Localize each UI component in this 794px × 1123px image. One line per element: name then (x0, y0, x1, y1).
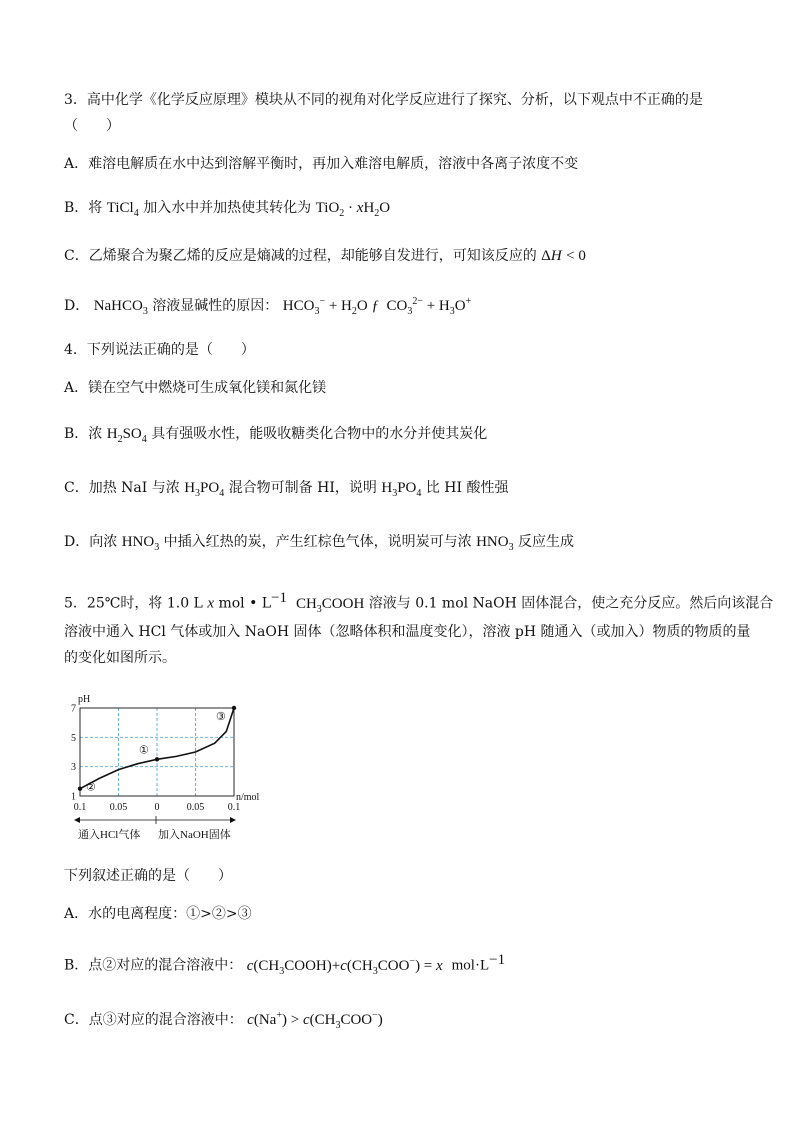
q4-b-prefix: B．浓 (64, 426, 103, 442)
chart-grid (80, 708, 234, 796)
tio2-formula: $TiO_2 \cdot xH_2O$ (315, 200, 391, 219)
h3po4-formula: $H_3PO_4$ (184, 480, 225, 499)
q3-option-b (64, 198, 390, 224)
y-tick-label: 3 (71, 762, 76, 774)
q4-option-b (64, 424, 487, 450)
q4-option-a: A．镁在空气中燃烧可生成氧化镁和氮化镁 (64, 380, 327, 396)
point-label: ② (86, 781, 96, 794)
q5-line1-prefix: 5．25℃时，将 1.0 L (64, 595, 203, 612)
q5-line2: 溶液中通入 HCl 气体或加入 NaOH 固体（忽略体积和温度变化），溶液 pH 随通入（或加入）物质的物质的量 (64, 624, 751, 640)
marked-point (232, 706, 236, 710)
q5-ask: 下列叙述正确的是（ ） (64, 868, 232, 884)
q3-d-mid: 溶液显碱性的原因： (152, 298, 279, 314)
q3-b-prefix: B．将 (64, 200, 103, 216)
left-caption: 通入HCl气体 (78, 829, 141, 841)
marked-point (155, 757, 159, 761)
q4-c-prefix: C．加热 NaI 与浓 (64, 480, 180, 496)
y-tick-label: 1 (71, 791, 76, 803)
q3-b-mid: 加入水中并加热使其转化为 (143, 200, 312, 216)
q4-option-d (64, 532, 574, 558)
q4-stem: 4．下列说法正确的是（ ） (64, 342, 255, 358)
x-tick-label: 0.05 (186, 802, 205, 813)
q3-stem: 3．高中化学《化学反应原理》模块从不同的视角对化学反应进行了探究、分析，以下观点中不正确的是 (64, 92, 703, 108)
hno3-formula-2: $HNO_3$ (476, 534, 514, 553)
q3-paren: （ ） (64, 118, 120, 134)
q5-line3: 的变化如图所示。 (64, 650, 176, 666)
point-label: ③ (216, 711, 226, 723)
q3-option-c (64, 246, 586, 266)
q3-c-tail: < 0 (566, 248, 586, 264)
q5-option-b: B．点②对应的混合溶液中： $c(CH_3COOH)+c(CH_3COO^-) = x$ $mol\cdot L^{-1}$ (64, 952, 506, 977)
q5-option-a: A．水的电离程度：①>②>③ (64, 906, 252, 922)
y-tick-label: 5 (71, 732, 76, 744)
point-label: ① (139, 744, 149, 757)
caption-arrow-right (230, 817, 236, 823)
hno3-formula: $HNO_3$ (121, 534, 160, 553)
caption-arrow-left (74, 817, 80, 823)
y-tick-label: 7 (71, 703, 76, 715)
ion-comparison-expression: $c(Na^+) > c(CH_3COO^-)$ (247, 1010, 383, 1031)
right-caption: 加入NaOH固体 (158, 829, 231, 841)
h2so4-formula: $H_2SO_4$ (106, 426, 147, 445)
x-tick-label: 0 (154, 802, 160, 813)
h3po4-formula-2: $H_3PO_4$ (381, 480, 422, 499)
x-variable: x (207, 595, 214, 612)
q5-c-prefix: C．点③对应的混合溶液中： (64, 1012, 243, 1028)
q4-d-suffix: 反应生成 (518, 534, 575, 550)
mass-balance-expression: $c(CH_3COOH)+c(CH_3COO^-) = x$ (246, 955, 443, 977)
nahco3-formula: NaHCO$_3$ (93, 298, 148, 317)
q3-d-prefix: D． (64, 298, 90, 314)
ph-chart (64, 686, 274, 846)
q5-line1-unit: mol • L (218, 595, 272, 612)
plot-frame (80, 708, 234, 796)
ticl4-formula: TiCl$_4$ (106, 200, 139, 219)
q5-option-c (64, 1006, 383, 1036)
chart-axes (80, 708, 234, 796)
q5-line1: 5．25℃时，将 1.0 L x mol • $L^{-1}$ $CH_3COOH$ 溶液与 0.1 mol NaOH 固体混合，使之充分反应。然后向该混合 (64, 590, 774, 615)
q3-option-a: A．难溶电解质在水中达到溶解平衡时，再加入难溶电解质，溶液中各离子浓度不变 (64, 156, 579, 172)
q4-d-prefix: D．向浓 (64, 534, 118, 550)
q4-d-mid: 中插入红热的炭，产生红棕色气体，说明炭可与浓 (163, 534, 472, 550)
ch3cooh-formula: $CH_3COOH$ (295, 595, 365, 615)
y-axis-label: pH (78, 694, 91, 705)
q4-c-suffix: 比 HI 酸性强 (425, 480, 509, 496)
q3-c-text: C．乙烯聚合为聚乙烯的反应是熵减的过程，却能够自发进行，可知该反应的 (64, 248, 537, 264)
q4-c-mid: 混合物可制备 HI，说明 (228, 480, 377, 496)
delta-h: ΔH (541, 248, 562, 264)
x-tick-label: 0.1 (227, 802, 241, 813)
q5-line1-suffix: 溶液与 0.1 mol NaOH 固体混合，使之充分反应。然后向该混合 (368, 595, 774, 612)
q3-option-d (64, 292, 471, 322)
hydrolysis-equation: $HCO_3^- + H_2O$ ƒ $CO_3^{2-} + H_3O^+$ (282, 296, 472, 317)
q4-b-suffix: 具有强吸水性，能吸收糖类化合物中的水分并使其炭化 (151, 426, 488, 442)
x-axis-label: n/mol (236, 792, 260, 803)
equilibrium-symbol: ƒ (371, 298, 379, 314)
x-tick-label: 0.05 (109, 802, 128, 813)
marked-point (78, 786, 82, 790)
x-tick-label: 0.1 (73, 802, 87, 813)
q5-b-prefix: B．点②对应的混合溶液中： (64, 957, 243, 974)
q5-b-unit: mol·L (451, 957, 490, 974)
q4-option-c (64, 478, 508, 504)
